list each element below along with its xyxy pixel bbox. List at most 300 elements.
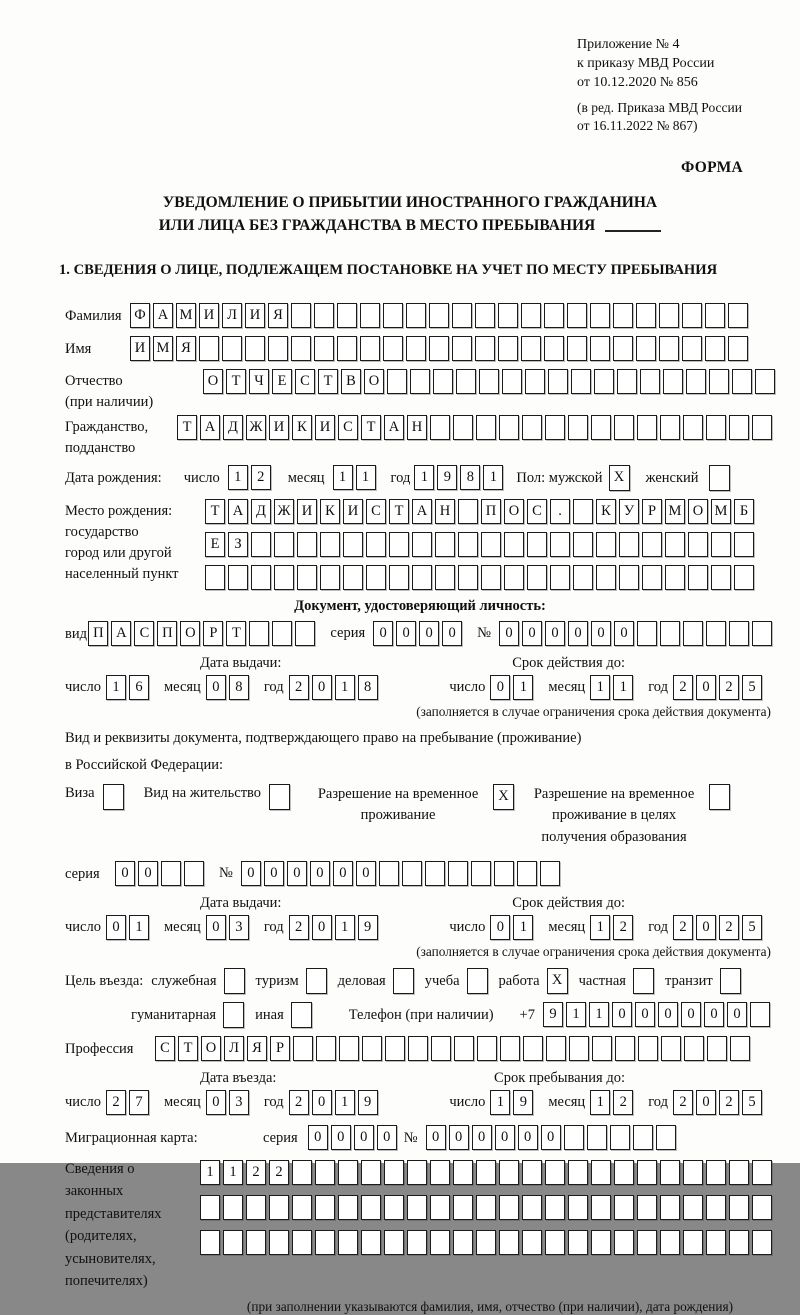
char-cell[interactable] [361,1195,381,1220]
char-cell[interactable]: 0 [206,915,226,940]
char-cell[interactable] [729,621,749,646]
char-cell[interactable] [729,1195,749,1220]
residence-permit-checkbox[interactable] [269,784,290,810]
char-cell[interactable]: 1 [223,1160,243,1185]
char-cell[interactable] [706,621,726,646]
char-cell[interactable]: 1 [129,915,149,940]
char-cell[interactable]: И [343,499,363,524]
char-cell[interactable] [682,336,702,361]
char-cell[interactable]: 0 [356,861,376,886]
char-cell[interactable] [274,532,294,557]
char-cell[interactable]: 0 [499,621,519,646]
char-cell[interactable] [475,303,495,328]
char-cell[interactable] [752,1230,772,1255]
char-cell[interactable]: 9 [437,465,457,490]
char-cell[interactable]: 0 [591,621,611,646]
char-cell[interactable] [223,1195,243,1220]
char-cell[interactable]: О [201,1036,221,1061]
char-cell[interactable] [246,1230,266,1255]
char-cell[interactable] [453,1195,473,1220]
char-cell[interactable] [269,1195,289,1220]
char-cell[interactable]: 2 [289,675,309,700]
char-cell[interactable] [362,1036,382,1061]
char-cell[interactable]: У [619,499,639,524]
char-cell[interactable] [292,1195,312,1220]
char-cell[interactable] [337,303,357,328]
char-cell[interactable]: В [341,369,361,394]
char-cell[interactable] [379,861,399,886]
char-cell[interactable]: Ч [249,369,269,394]
char-cell[interactable]: 0 [658,1002,678,1027]
char-cell[interactable]: 1 [356,465,376,490]
char-cell[interactable] [361,1160,381,1185]
char-cell[interactable] [730,1036,750,1061]
char-cell[interactable]: 1 [106,675,126,700]
char-cell[interactable] [683,1195,703,1220]
char-cell[interactable] [389,565,409,590]
char-cell[interactable]: 0 [312,915,332,940]
checkbox-sluzhebnaya[interactable] [224,968,245,994]
char-cell[interactable]: . [550,499,570,524]
char-cell[interactable] [728,336,748,361]
char-cell[interactable]: Л [222,303,242,328]
char-cell[interactable]: Т [177,415,197,440]
char-cell[interactable] [637,1230,657,1255]
char-cell[interactable] [295,621,315,646]
char-cell[interactable] [591,1160,611,1185]
char-cell[interactable]: 1 [589,1002,609,1027]
char-cell[interactable]: 8 [460,465,480,490]
char-cell[interactable] [527,565,547,590]
char-cell[interactable] [205,565,225,590]
char-cell[interactable]: Я [176,336,196,361]
char-cell[interactable] [545,1160,565,1185]
char-cell[interactable] [435,532,455,557]
char-cell[interactable] [360,303,380,328]
char-cell[interactable] [435,565,455,590]
char-cell[interactable] [407,1195,427,1220]
char-cell[interactable] [452,336,472,361]
char-cell[interactable]: 0 [206,1090,226,1115]
char-cell[interactable] [614,1160,634,1185]
checkbox-delovaya[interactable] [393,968,414,994]
char-cell[interactable]: К [292,415,312,440]
char-cell[interactable] [361,1230,381,1255]
char-cell[interactable] [613,336,633,361]
char-cell[interactable]: С [295,369,315,394]
char-cell[interactable]: Ж [274,499,294,524]
char-cell[interactable]: 0 [287,861,307,886]
char-cell[interactable]: Т [178,1036,198,1061]
char-cell[interactable] [705,336,725,361]
char-cell[interactable] [614,415,634,440]
char-cell[interactable] [366,565,386,590]
char-cell[interactable] [314,303,334,328]
char-cell[interactable]: 0 [545,621,565,646]
char-cell[interactable]: 0 [396,621,416,646]
char-cell[interactable] [453,1160,473,1185]
char-cell[interactable] [430,1230,450,1255]
char-cell[interactable] [659,303,679,328]
char-cell[interactable] [684,1036,704,1061]
char-cell[interactable] [161,861,181,886]
char-cell[interactable] [499,1160,519,1185]
char-cell[interactable]: 0 [635,1002,655,1027]
char-cell[interactable] [752,415,772,440]
char-cell[interactable] [569,1036,589,1061]
char-cell[interactable] [249,621,269,646]
char-cell[interactable]: П [481,499,501,524]
char-cell[interactable] [337,336,357,361]
char-cell[interactable] [499,415,519,440]
char-cell[interactable]: 9 [513,1090,533,1115]
char-cell[interactable] [640,369,660,394]
char-cell[interactable] [615,1036,635,1061]
char-cell[interactable]: И [269,415,289,440]
char-cell[interactable] [683,621,703,646]
char-cell[interactable] [383,303,403,328]
char-cell[interactable]: 0 [490,915,510,940]
char-cell[interactable] [683,415,703,440]
char-cell[interactable]: 3 [229,1090,249,1115]
char-cell[interactable] [709,369,729,394]
char-cell[interactable] [433,369,453,394]
char-cell[interactable] [272,621,292,646]
char-cell[interactable] [659,336,679,361]
char-cell[interactable] [476,1195,496,1220]
char-cell[interactable] [343,532,363,557]
char-cell[interactable]: С [134,621,154,646]
char-cell[interactable] [573,499,593,524]
char-cell[interactable]: 2 [719,675,739,700]
char-cell[interactable]: 0 [312,675,332,700]
char-cell[interactable] [383,336,403,361]
checkbox-rabota[interactable]: X [547,968,568,994]
char-cell[interactable] [550,565,570,590]
char-cell[interactable]: 0 [308,1125,328,1150]
char-cell[interactable] [246,1195,266,1220]
char-cell[interactable]: 1 [513,675,533,700]
char-cell[interactable]: Н [407,415,427,440]
char-cell[interactable] [548,369,568,394]
char-cell[interactable] [568,1230,588,1255]
char-cell[interactable]: 0 [449,1125,469,1150]
char-cell[interactable] [752,1195,772,1220]
char-cell[interactable] [573,565,593,590]
char-cell[interactable] [522,1195,542,1220]
char-cell[interactable] [504,565,524,590]
char-cell[interactable] [636,336,656,361]
char-cell[interactable] [656,1125,676,1150]
char-cell[interactable] [590,303,610,328]
char-cell[interactable] [521,303,541,328]
char-cell[interactable]: А [200,415,220,440]
char-cell[interactable] [688,565,708,590]
char-cell[interactable] [564,1125,584,1150]
char-cell[interactable]: М [665,499,685,524]
char-cell[interactable] [384,1160,404,1185]
char-cell[interactable] [476,1230,496,1255]
char-cell[interactable] [410,369,430,394]
char-cell[interactable]: Ж [246,415,266,440]
char-cell[interactable]: И [199,303,219,328]
char-cell[interactable]: 0 [442,621,462,646]
char-cell[interactable]: 0 [241,861,261,886]
char-cell[interactable] [408,1036,428,1061]
char-cell[interactable] [706,415,726,440]
char-cell[interactable]: О [203,369,223,394]
char-cell[interactable] [402,861,422,886]
char-cell[interactable] [567,336,587,361]
char-cell[interactable]: К [596,499,616,524]
char-cell[interactable]: И [130,336,150,361]
char-cell[interactable] [274,565,294,590]
char-cell[interactable] [614,1230,634,1255]
char-cell[interactable] [732,369,752,394]
char-cell[interactable]: Я [268,303,288,328]
char-cell[interactable]: Р [642,499,662,524]
char-cell[interactable] [292,1160,312,1185]
char-cell[interactable]: 1 [335,915,355,940]
checkbox-ucheba[interactable] [467,968,488,994]
char-cell[interactable] [544,303,564,328]
char-cell[interactable]: И [297,499,317,524]
char-cell[interactable]: 9 [358,1090,378,1115]
char-cell[interactable]: 0 [681,1002,701,1027]
char-cell[interactable] [752,621,772,646]
char-cell[interactable] [389,532,409,557]
char-cell[interactable]: 0 [115,861,135,886]
char-cell[interactable]: О [504,499,524,524]
char-cell[interactable] [477,1036,497,1061]
char-cell[interactable] [660,621,680,646]
char-cell[interactable] [544,336,564,361]
char-cell[interactable] [683,1160,703,1185]
char-cell[interactable] [316,1036,336,1061]
char-cell[interactable] [706,1195,726,1220]
char-cell[interactable] [431,1036,451,1061]
char-cell[interactable] [452,303,472,328]
char-cell[interactable]: 1 [566,1002,586,1027]
char-cell[interactable] [320,532,340,557]
char-cell[interactable]: 0 [696,915,716,940]
char-cell[interactable]: 0 [106,915,126,940]
char-cell[interactable]: Т [205,499,225,524]
char-cell[interactable] [729,415,749,440]
male-checkbox[interactable]: X [609,465,630,491]
char-cell[interactable]: А [228,499,248,524]
char-cell[interactable]: 6 [129,675,149,700]
char-cell[interactable] [619,532,639,557]
checkbox-tranzit[interactable] [720,968,741,994]
char-cell[interactable] [750,1002,770,1027]
char-cell[interactable] [686,369,706,394]
char-cell[interactable]: 1 [335,675,355,700]
char-cell[interactable]: Я [247,1036,267,1061]
char-cell[interactable]: С [338,415,358,440]
char-cell[interactable]: 1 [590,915,610,940]
char-cell[interactable] [338,1230,358,1255]
char-cell[interactable]: Т [226,369,246,394]
char-cell[interactable]: 0 [373,621,393,646]
char-cell[interactable] [343,565,363,590]
char-cell[interactable] [568,1195,588,1220]
char-cell[interactable] [384,1230,404,1255]
char-cell[interactable] [545,415,565,440]
char-cell[interactable] [568,1160,588,1185]
char-cell[interactable]: 2 [719,915,739,940]
char-cell[interactable]: 1 [513,915,533,940]
char-cell[interactable] [429,303,449,328]
checkbox-gumanitarnaya[interactable] [223,1002,244,1028]
char-cell[interactable]: 1 [200,1160,220,1185]
char-cell[interactable]: 2 [673,1090,693,1115]
char-cell[interactable] [637,1195,657,1220]
char-cell[interactable] [688,532,708,557]
char-cell[interactable] [596,565,616,590]
char-cell[interactable]: 0 [696,675,716,700]
char-cell[interactable] [458,499,478,524]
temp-permit-edu-checkbox[interactable] [709,784,730,810]
char-cell[interactable] [522,1230,542,1255]
char-cell[interactable]: 1 [490,1090,510,1115]
char-cell[interactable] [406,303,426,328]
char-cell[interactable]: З [228,532,248,557]
char-cell[interactable] [706,1160,726,1185]
char-cell[interactable]: 0 [333,861,353,886]
char-cell[interactable] [471,861,491,886]
char-cell[interactable] [522,1160,542,1185]
char-cell[interactable] [521,336,541,361]
char-cell[interactable]: Е [272,369,292,394]
char-cell[interactable]: А [384,415,404,440]
char-cell[interactable] [663,369,683,394]
char-cell[interactable]: П [88,621,108,646]
char-cell[interactable]: 2 [289,1090,309,1115]
char-cell[interactable] [728,303,748,328]
char-cell[interactable] [614,1195,634,1220]
char-cell[interactable] [594,369,614,394]
char-cell[interactable] [412,565,432,590]
char-cell[interactable]: 0 [522,621,542,646]
char-cell[interactable] [665,532,685,557]
char-cell[interactable] [665,565,685,590]
char-cell[interactable] [711,565,731,590]
char-cell[interactable] [245,336,265,361]
char-cell[interactable]: 5 [742,915,762,940]
char-cell[interactable] [617,369,637,394]
char-cell[interactable] [734,532,754,557]
char-cell[interactable] [268,336,288,361]
char-cell[interactable] [200,1195,220,1220]
char-cell[interactable] [387,369,407,394]
char-cell[interactable] [429,336,449,361]
char-cell[interactable] [499,1195,519,1220]
char-cell[interactable] [545,1230,565,1255]
char-cell[interactable]: 0 [310,861,330,886]
char-cell[interactable] [499,1230,519,1255]
char-cell[interactable]: 0 [472,1125,492,1150]
char-cell[interactable] [228,565,248,590]
char-cell[interactable]: 1 [414,465,434,490]
char-cell[interactable]: 1 [333,465,353,490]
char-cell[interactable]: 3 [229,915,249,940]
char-cell[interactable] [320,565,340,590]
char-cell[interactable] [494,861,514,886]
char-cell[interactable] [517,861,537,886]
char-cell[interactable] [500,1036,520,1061]
char-cell[interactable]: Т [318,369,338,394]
char-cell[interactable] [590,336,610,361]
char-cell[interactable]: 2 [289,915,309,940]
char-cell[interactable] [567,303,587,328]
char-cell[interactable] [360,336,380,361]
char-cell[interactable]: 2 [251,465,271,490]
char-cell[interactable]: А [153,303,173,328]
char-cell[interactable]: Р [203,621,223,646]
char-cell[interactable] [705,303,725,328]
char-cell[interactable] [637,415,657,440]
char-cell[interactable] [366,532,386,557]
char-cell[interactable] [729,1230,749,1255]
char-cell[interactable] [385,1036,405,1061]
char-cell[interactable] [661,1036,681,1061]
char-cell[interactable] [707,1036,727,1061]
char-cell[interactable]: 8 [229,675,249,700]
char-cell[interactable] [596,532,616,557]
char-cell[interactable]: 0 [138,861,158,886]
char-cell[interactable]: С [366,499,386,524]
char-cell[interactable] [481,565,501,590]
char-cell[interactable]: 0 [727,1002,747,1027]
char-cell[interactable] [430,415,450,440]
char-cell[interactable] [619,565,639,590]
char-cell[interactable]: 0 [541,1125,561,1150]
char-cell[interactable] [384,1195,404,1220]
char-cell[interactable] [458,532,478,557]
char-cell[interactable] [540,861,560,886]
char-cell[interactable] [498,336,518,361]
checkbox-turizm[interactable] [306,968,327,994]
char-cell[interactable]: 2 [269,1160,289,1185]
char-cell[interactable] [502,369,522,394]
char-cell[interactable] [660,1195,680,1220]
char-cell[interactable] [297,532,317,557]
char-cell[interactable]: 7 [129,1090,149,1115]
char-cell[interactable] [293,1036,313,1061]
char-cell[interactable] [591,415,611,440]
char-cell[interactable] [525,369,545,394]
char-cell[interactable]: 2 [673,915,693,940]
char-cell[interactable] [706,1230,726,1255]
char-cell[interactable]: 5 [742,675,762,700]
char-cell[interactable] [660,1230,680,1255]
char-cell[interactable]: С [155,1036,175,1061]
char-cell[interactable] [610,1125,630,1150]
char-cell[interactable] [200,1230,220,1255]
char-cell[interactable]: Т [361,415,381,440]
char-cell[interactable] [454,1036,474,1061]
char-cell[interactable] [637,1160,657,1185]
char-cell[interactable] [269,1230,289,1255]
char-cell[interactable]: 0 [518,1125,538,1150]
char-cell[interactable]: 0 [612,1002,632,1027]
char-cell[interactable]: О [688,499,708,524]
char-cell[interactable] [315,1160,335,1185]
char-cell[interactable] [660,1160,680,1185]
char-cell[interactable] [425,861,445,886]
char-cell[interactable]: Т [226,621,246,646]
